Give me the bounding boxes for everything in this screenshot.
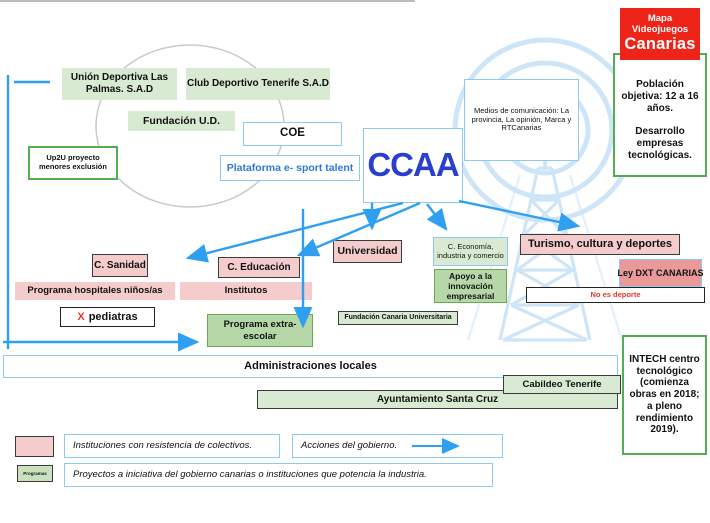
node-club-deportivo: Club Deportivo Tenerife S.A.D — [186, 68, 330, 100]
objective-line1: Población objetiva: 12 a 16 años. — [621, 79, 699, 114]
intech-card: INTECH centro tecnológico (comienza obras en 2018; a pleno rendimiento 2019). — [622, 335, 707, 455]
title-card-top: Mapa Videojuegos — [631, 13, 689, 35]
node-fundacion-ud: Fundación U.D. — [128, 111, 235, 131]
node-fundacion-canaria: Fundación Canaria Universitaria — [338, 311, 458, 325]
node-c-economia: C. Economía, industria y comercio — [433, 237, 508, 266]
node-pediatras — [60, 307, 155, 327]
node-turismo: Turismo, cultura y deportes — [520, 234, 680, 255]
node-ccaa: CCAA — [363, 128, 463, 203]
node-programa-hospitales: Programa hospitales niños/as — [15, 282, 175, 300]
legend-programas-swatch: Programas — [17, 465, 53, 482]
node-programa-extraescolar: Programa extra-escolar — [207, 314, 313, 347]
node-ayuntamiento: Ayuntamiento Santa Cruz — [257, 390, 618, 409]
legend-pink-swatch — [15, 436, 54, 457]
node-plataforma-esport: Plataforma e- sport talent — [220, 155, 360, 181]
legend-acciones: Acciones del gobierno. — [292, 434, 503, 458]
objective-card — [613, 53, 707, 177]
node-c-educacion: C. Educación — [218, 257, 300, 278]
pediatras-x-mark: X — [77, 310, 85, 323]
node-coe: COE — [243, 122, 342, 146]
node-administraciones-locales: Administraciones locales — [3, 355, 618, 378]
legend-resistencia: Instituciones con resistencia de colectivos. — [64, 434, 280, 458]
node-c-sanidad: C. Sanidad — [92, 254, 148, 277]
title-card-name: Canarias — [624, 35, 696, 54]
node-no-es-deporte: No es deporte — [526, 287, 705, 303]
node-apoyo-innovacion: Apoyo a la innovación empresarial — [434, 269, 507, 303]
title-card — [620, 8, 700, 60]
pediatras-label: pediatras — [88, 310, 138, 323]
node-up2u: Up2U proyecto menores exclusión — [28, 146, 118, 180]
objective-line2: Desarrollo empresas tecnológicas. — [628, 126, 692, 161]
node-cabildeo-tenerife: Cabildeo Tenerife — [503, 375, 621, 394]
node-union-deportiva: Unión Deportiva Las Palmas. S.A.D — [62, 68, 177, 100]
node-institutos: Institutos — [180, 282, 312, 300]
node-ley-dxt: Ley DXT CANARIAS — [619, 259, 702, 287]
node-medios-comunicacion: Medios de comunicación: La provincia, La opinión, Marca y RTCanarias — [464, 79, 579, 161]
node-universidad: Universidad — [333, 240, 402, 263]
legend-proyectos: Proyectos a iniciativa del gobierno canarias o instituciones que potencia la industria. — [64, 463, 493, 487]
